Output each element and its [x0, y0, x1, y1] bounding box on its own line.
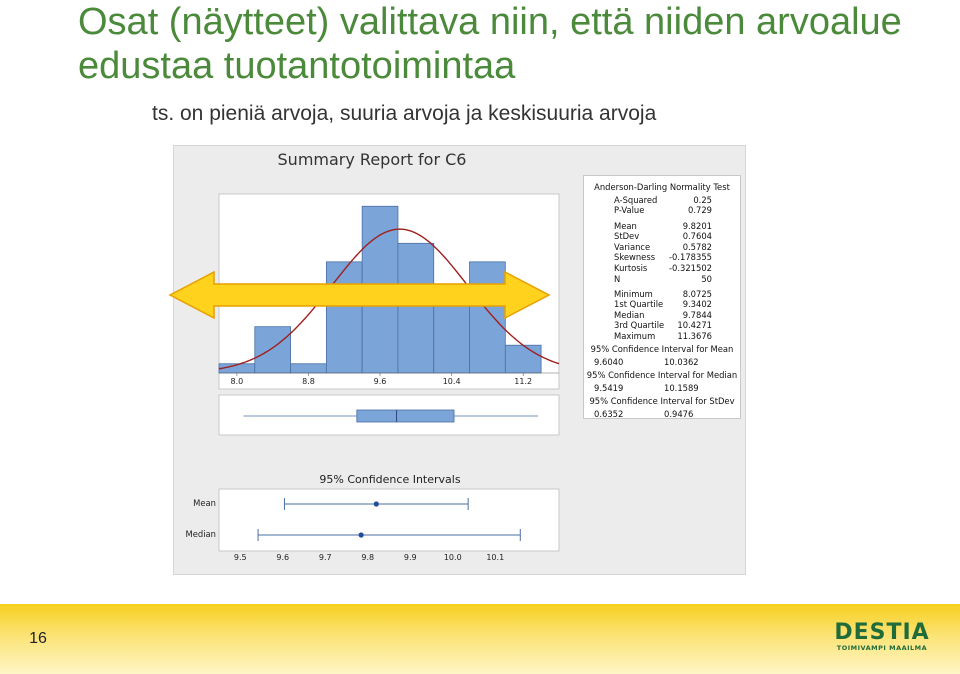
normality-test-title: Anderson-Darling Normality Test	[594, 182, 730, 192]
stat-label: Skewness	[614, 252, 656, 262]
ci-x-tick-label: 9.5	[233, 553, 247, 562]
stat-row	[614, 320, 712, 331]
stat-value: 9.7844	[682, 310, 712, 320]
stat-label: N	[614, 274, 621, 284]
stat-label: Median	[614, 310, 645, 320]
histogram-bar	[255, 327, 291, 373]
x-tick-label: 8.0	[230, 377, 244, 386]
histogram-bar	[326, 262, 362, 373]
stat-label: Variance	[614, 242, 651, 252]
ci-point-estimate	[359, 532, 364, 537]
x-tick-label: 10.4	[442, 377, 461, 386]
histogram-bar	[505, 345, 541, 373]
slide-subtitle: ts. on pieniä arvoja, suuria arvoja ja keskisuuria arvoja	[152, 102, 657, 125]
stat-label: 1st Quartile	[614, 299, 664, 309]
histogram-bar	[398, 243, 434, 373]
x-tick-label: 9.6	[373, 377, 387, 386]
stat-row	[614, 331, 712, 342]
ci-median-values	[594, 383, 712, 394]
logo-wordmark: DESTIA	[834, 620, 930, 645]
stat-row	[614, 252, 712, 263]
ci-low: 0.6352	[594, 409, 624, 419]
stat-label: P-Value	[614, 205, 645, 215]
slide-title: Osat (näytteet) valittava niin, että niiden arvoalue edustaa tuotantotoimintaa	[78, 1, 902, 87]
footer-band	[0, 604, 960, 674]
statistics-panel	[583, 175, 741, 419]
stat-row	[614, 231, 712, 242]
histogram-bar	[291, 364, 327, 373]
stat-value: 0.729	[688, 205, 712, 215]
stat-value: 0.25	[693, 195, 712, 205]
stat-value: 0.7604	[682, 231, 712, 241]
stat-value: 10.4271	[677, 320, 712, 330]
report-title: Summary Report for C6	[277, 150, 467, 169]
destia-logo	[832, 622, 932, 656]
stat-value: 50	[701, 274, 712, 284]
ci-x-tick-label: 9.9	[403, 553, 417, 562]
stat-label: Maximum	[614, 331, 656, 341]
ci-high: 0.9476	[664, 409, 694, 419]
stat-row	[614, 263, 712, 274]
histogram-bar	[470, 262, 506, 373]
stat-label: 3rd Quartile	[614, 320, 665, 330]
page-number: 16	[29, 630, 47, 647]
ci-x-ticks	[234, 553, 504, 562]
ci-stdev-values	[594, 409, 712, 420]
stat-label: Minimum	[614, 289, 653, 299]
ci-x-tick-label: 9.7	[318, 553, 332, 562]
x-tick-label: 8.8	[302, 377, 315, 386]
stat-value: 9.3402	[682, 299, 712, 309]
ci-high: 10.0362	[664, 357, 699, 367]
ci-x-tick-label: 9.8	[361, 553, 375, 562]
stat-label: Kurtosis	[614, 263, 648, 273]
stat-value: 11.3676	[677, 331, 712, 341]
ci-row-label-median: Median	[185, 529, 216, 539]
stat-value: 0.5782	[682, 242, 712, 252]
stat-label: Mean	[614, 221, 637, 231]
ci-mean-title: 95% Confidence Interval for Mean	[590, 344, 734, 354]
stat-row	[614, 205, 712, 216]
ci-mean-values	[594, 357, 712, 368]
stat-label: StDev	[614, 231, 640, 241]
ci-x-tick-label: 10.0	[443, 553, 462, 562]
ci-point-estimate	[374, 501, 379, 506]
stat-value: -0.321502	[669, 263, 712, 273]
ci-x-tick-label: 9.6	[276, 553, 290, 562]
ci-median-title: 95% Confidence Interval for Median	[586, 370, 738, 380]
ci-chart-title: 95% Confidence Intervals	[319, 473, 461, 486]
ci-row-label-mean: Mean	[193, 498, 216, 508]
ci-plot-area	[219, 489, 559, 551]
ci-low: 9.6040	[594, 357, 624, 367]
ci-high: 10.1589	[664, 383, 699, 393]
x-tick-label: 11.2	[514, 377, 533, 386]
boxplot-box	[357, 410, 454, 422]
ci-stdev-title: 95% Confidence Interval for StDev	[589, 396, 735, 406]
ci-low: 9.5419	[594, 383, 624, 393]
ci-x-tick-label: 10.1	[486, 553, 505, 562]
stat-value: 9.8201	[682, 221, 712, 231]
stat-row	[614, 299, 712, 310]
stat-label: A-Squared	[614, 195, 658, 205]
stat-value: -0.178355	[669, 252, 712, 262]
stat-value: 8.0725	[682, 289, 712, 299]
stat-row	[614, 274, 712, 285]
logo-tagline: TOIMIVAMPI MAAILMA	[836, 644, 928, 652]
histogram-bar	[434, 299, 470, 373]
